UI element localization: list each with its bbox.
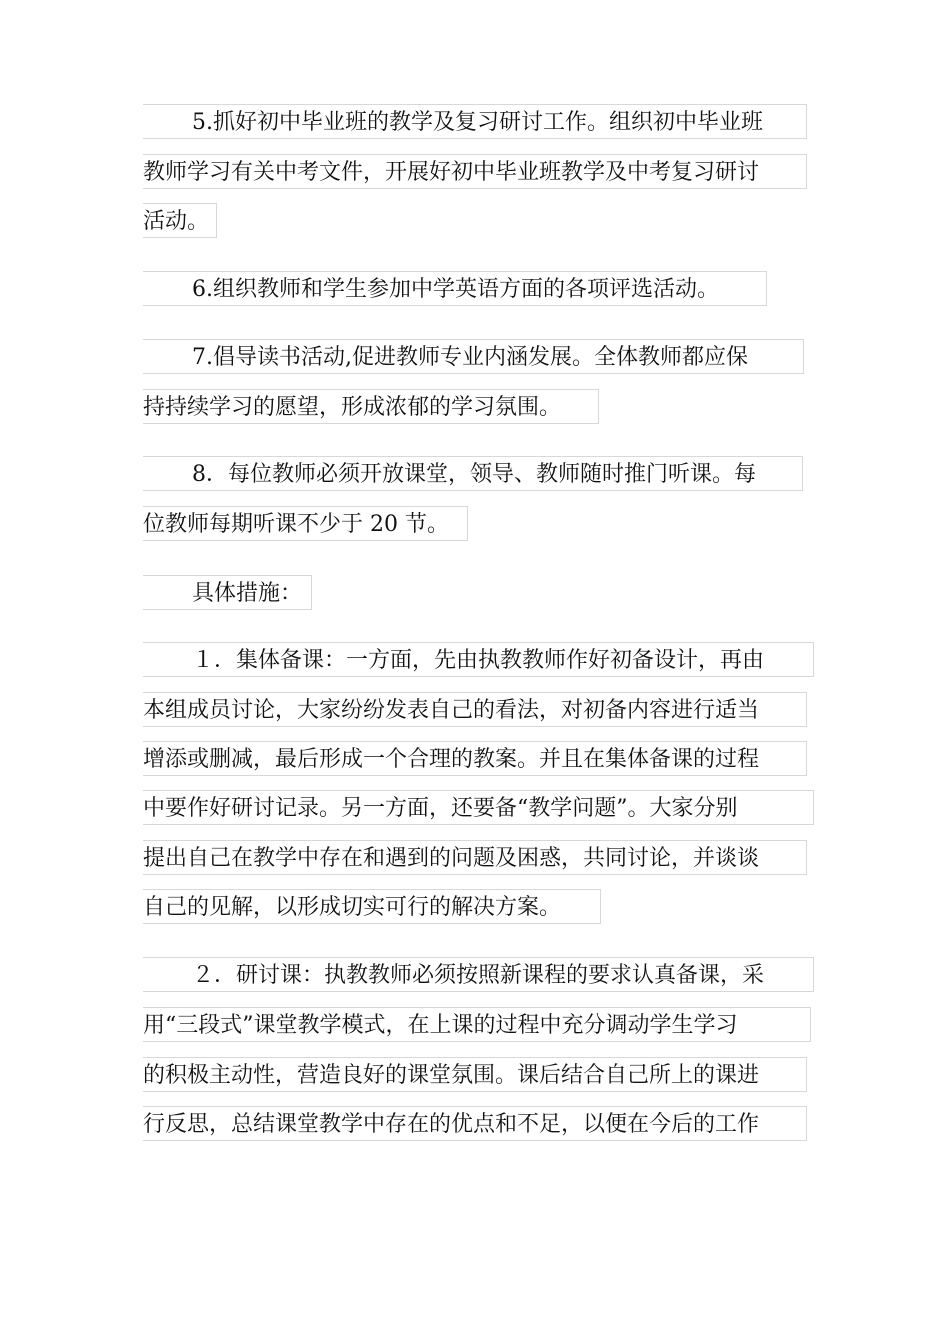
text-line: 具体措施： xyxy=(143,575,312,610)
text-line: 8．每位教师必须开放课堂，领导、教师随时推门听课。每 xyxy=(143,456,803,491)
text-line: 自己的见解，以形成切实可行的解决方案。 xyxy=(143,889,601,924)
text-line: ２．研讨课：执教教师必须按照新课程的要求认真备课，采 xyxy=(143,957,814,992)
text-line: 行反思，总结课堂教学中存在的优点和不足，以便在今后的工作 xyxy=(143,1106,807,1141)
text-line: 6.组织教师和学生参加中学英语方面的各项评选活动。 xyxy=(143,271,767,306)
text-line: 中要作好研讨记录。另一方面，还要备“教学问题”。大家分别 xyxy=(143,790,814,825)
text-line: 用“三段式”课堂教学模式，在上课的过程中充分调动学生学习 xyxy=(143,1007,811,1042)
text-line: 活动。 xyxy=(143,203,217,238)
text-line: 位教师每期听课不少于 20 节。 xyxy=(143,506,468,541)
text-line: １．集体备课：一方面，先由执教教师作好初备设计，再由 xyxy=(143,642,814,677)
text-line: 7.倡导读书活动,促进教师专业内涵发展。全体教师都应保 xyxy=(143,339,804,374)
text-line: 持持续学习的愿望，形成浓郁的学习氛围。 xyxy=(143,389,599,424)
text-line: 本组成员讨论，大家纷纷发表自己的看法，对初备内容进行适当 xyxy=(143,692,807,727)
text-line: 提出自己在教学中存在和遇到的问题及困惑，共同讨论，并谈谈 xyxy=(143,840,807,875)
text-line: 5.抓好初中毕业班的教学及复习研讨工作。组织初中毕业班 xyxy=(143,104,807,139)
text-line: 教师学习有关中考文件，开展好初中毕业班教学及中考复习研讨 xyxy=(143,154,807,189)
text-line: 增添或删减，最后形成一个合理的教案。并且在集体备课的过程 xyxy=(143,741,807,776)
text-line: 的积极主动性，营造良好的课堂氛围。课后结合自己所上的课进 xyxy=(143,1057,807,1092)
